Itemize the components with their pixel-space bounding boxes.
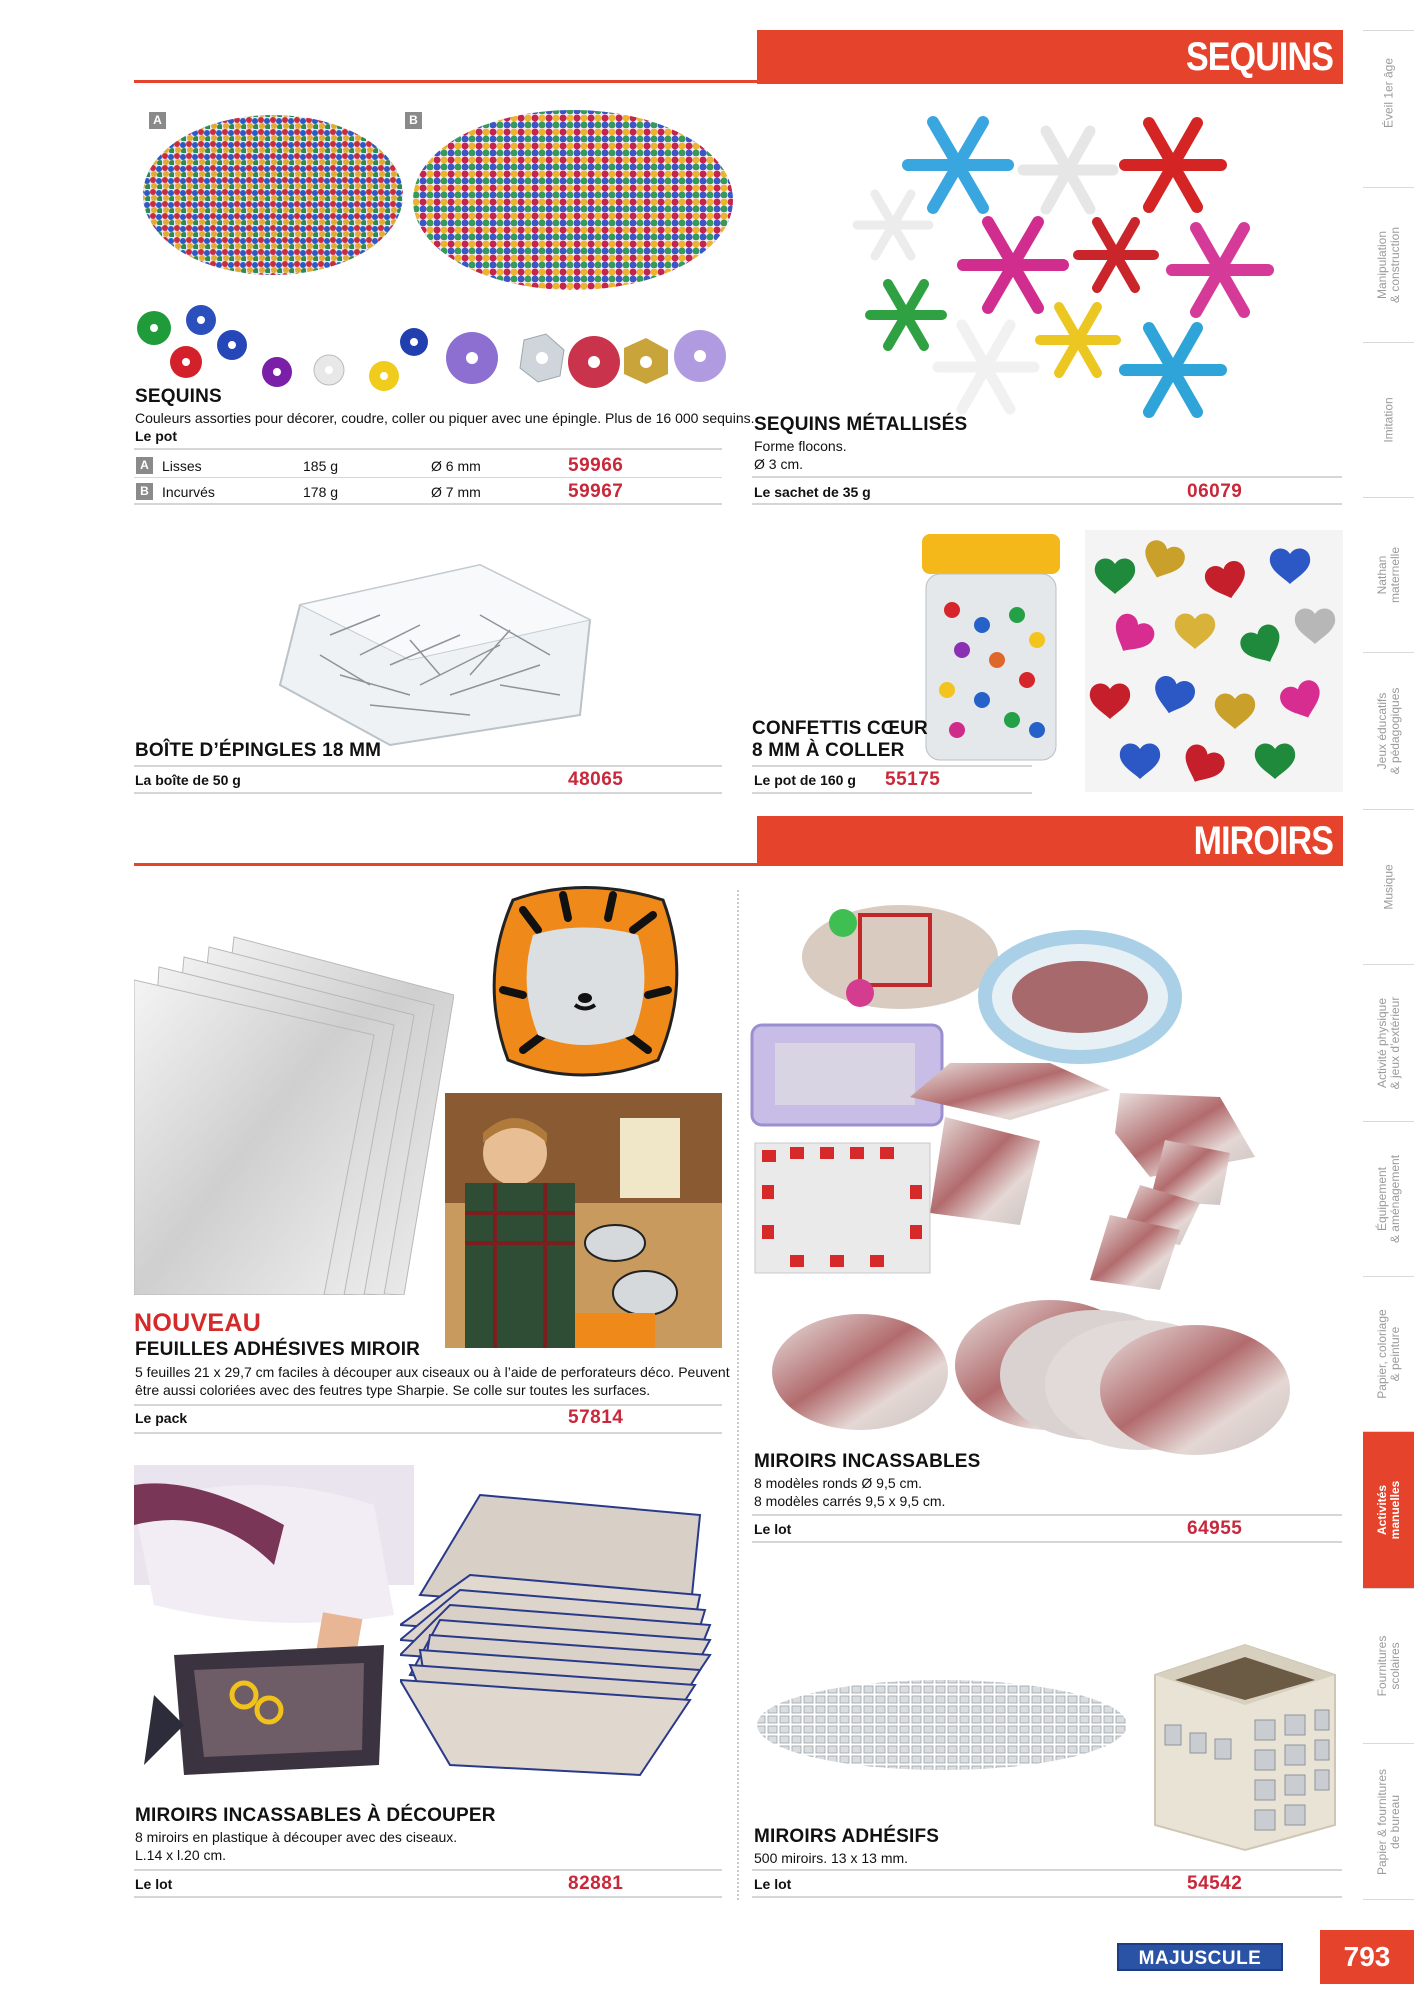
- sidebar-tab-label: Éveil 1er âge: [1381, 57, 1395, 129]
- sidebar-tab-label: Nathan maternelle: [1374, 546, 1402, 604]
- epingles-rule-top: [134, 765, 722, 767]
- feuilles-rule-top: [134, 1404, 722, 1406]
- sequins-description: Couleurs assorties pour décorer, coudre, coller ou piquer avec une épingle. Plus de 16 000 sequins.: [135, 410, 755, 426]
- sidebar-tab-label: Jeux éducatifs & pédagogiques: [1374, 687, 1402, 775]
- incassables-unit: Le lot: [754, 1521, 792, 1537]
- sidebar-tab-activite-physique[interactable]: [1363, 964, 1414, 1121]
- miroirs-section-header: [757, 816, 1343, 866]
- sidebar-tab-label: Imitation: [1381, 397, 1395, 443]
- metallises-line1: Forme flocons.: [754, 438, 847, 454]
- feuilles-rule-bottom: [134, 1432, 722, 1434]
- mirror-plates-stack-image: [400, 1485, 725, 1785]
- sidebar-tab-fournitures-scolaires[interactable]: [1363, 1588, 1414, 1743]
- sidebar-tab-activites-manuelles[interactable]: [1363, 1431, 1414, 1588]
- epingles-rule-bottom: [134, 792, 722, 794]
- feuilles-line1: 5 feuilles 21 x 29,7 cm faciles à découper aux ciseaux ou à l’aide de perforateurs déco. Peuvent: [135, 1364, 730, 1380]
- sequins-row-badge-a: A: [136, 457, 153, 474]
- mirror-tiles-image: [755, 1675, 1130, 1775]
- sidebar-tab-manipulation[interactable]: [1363, 187, 1414, 342]
- snowflake-sequins-image: [848, 105, 1278, 430]
- confettis-title-line2: 8 MM À COLLER: [752, 740, 905, 761]
- sequins-row-ref-b: 59967: [568, 481, 624, 502]
- feuilles-line2: être aussi coloriées avec des feutres type Sharpie. Se colle sur toutes les surfaces.: [135, 1382, 651, 1398]
- sidebar-tab-label: Fournitures scolaires: [1374, 1635, 1402, 1697]
- sequins-table-rule-mid: [134, 477, 722, 478]
- a-decouper-rule-bottom: [134, 1896, 722, 1898]
- epingles-title: BOÎTE D’ÉPINGLES 18 MM: [135, 740, 382, 761]
- unbreakable-mirrors-image: [750, 885, 1350, 1460]
- sequins-unit: Le pot: [135, 428, 177, 444]
- metallises-rule-top: [752, 476, 1342, 478]
- sidebar-tab-label: Musique: [1381, 864, 1395, 910]
- sequins-row-diameter-a: Ø 6 mm: [431, 458, 481, 474]
- sidebar-tab-label: Papier & fournitures de bureau: [1374, 1768, 1402, 1875]
- brand-logo: MAJUSCULE: [1117, 1943, 1283, 1971]
- sequins-row-weight-b: 178 g: [303, 484, 339, 500]
- a-decouper-unit: Le lot: [135, 1876, 173, 1892]
- sequins-header-text: SEQUINS: [1185, 35, 1333, 79]
- sidebar-tab-nathan[interactable]: [1363, 497, 1414, 652]
- sequins-badge-b: B: [405, 112, 422, 129]
- confettis-unit: Le pot de 160 g: [754, 772, 856, 788]
- metallises-rule-bottom: [752, 503, 1342, 505]
- sequins-row-diameter-b: Ø 7 mm: [431, 484, 481, 500]
- feuilles-ref: 57814: [568, 1407, 624, 1428]
- sidebar-tab-papier-coloriage[interactable]: [1363, 1276, 1414, 1431]
- sidebar-tab-eveil[interactable]: [1363, 30, 1414, 155]
- sequins-row-name-b: Incurvés: [162, 484, 215, 500]
- sidebar-tab-papier-bureau[interactable]: [1363, 1743, 1414, 1900]
- feuilles-unit: Le pack: [135, 1410, 188, 1426]
- sequins-a-image: [138, 105, 408, 315]
- boy-crafting-photo: [445, 1093, 722, 1348]
- sequins-table-rule-bottom: [134, 503, 722, 505]
- adhesifs-ref: 54542: [1187, 1873, 1243, 1894]
- incassables-rule-bottom: [752, 1541, 1342, 1543]
- sidebar-tab-imitation[interactable]: [1363, 342, 1414, 497]
- metallises-title: SEQUINS MÉTALLISÉS: [754, 414, 968, 435]
- feuilles-title: FEUILLES ADHÉSIVES MIROIR: [135, 1339, 421, 1360]
- sequins-title: SEQUINS: [135, 386, 222, 407]
- miroirs-section-rule: [134, 863, 757, 866]
- tiger-mirror-image: [483, 880, 688, 1085]
- heart-confetti-image: [1085, 530, 1343, 792]
- incassables-rule-top: [752, 1514, 1342, 1516]
- adhesifs-unit: Le lot: [754, 1876, 792, 1892]
- sidebar-tab-label: Manipulation & construction: [1374, 226, 1402, 304]
- confettis-rule-top: [752, 765, 1032, 767]
- miroirs-header-text: MIROIRS: [1193, 819, 1333, 863]
- sequins-row-weight-a: 185 g: [303, 458, 339, 474]
- metallises-ref: 06079: [1187, 481, 1243, 502]
- epingles-ref: 48065: [568, 769, 624, 790]
- sequins-section-rule: [134, 80, 757, 83]
- epingles-unit: La boîte de 50 g: [135, 772, 241, 788]
- feuilles-new-tag: NOUVEAU: [134, 1309, 262, 1337]
- sequins-row-ref-a: 59966: [568, 455, 624, 476]
- child-cutting-mirror-photo: [134, 1465, 414, 1780]
- sidebar-tab-musique[interactable]: [1363, 809, 1414, 964]
- sidebar-tab-label: Activité physique & jeux d’extérieur: [1374, 996, 1402, 1090]
- confetti-jar-image: [912, 530, 1070, 762]
- sequins-b-image: [405, 100, 735, 315]
- incassables-ref: 64955: [1187, 1518, 1243, 1539]
- loose-sequins-image: [134, 300, 734, 395]
- sidebar-tab-label: Équipement & aménagement: [1374, 1154, 1402, 1244]
- a-decouper-ref: 82881: [568, 1873, 624, 1894]
- metallises-line2: Ø 3 cm.: [754, 456, 804, 472]
- sequins-row-badge-b: B: [136, 483, 153, 500]
- a-decouper-line1: 8 miroirs en plastique à découper avec des ciseaux.: [135, 1829, 458, 1845]
- sequins-table-rule-top: [134, 448, 722, 450]
- incassables-line2: 8 modèles carrés 9,5 x 9,5 cm.: [754, 1493, 946, 1509]
- confettis-ref: 55175: [885, 769, 941, 790]
- sequins-section-header: [757, 30, 1343, 84]
- column-divider: [737, 890, 739, 1900]
- incassables-line1: 8 modèles ronds Ø 9,5 cm.: [754, 1475, 923, 1491]
- pin-box-image: [270, 545, 600, 750]
- a-decouper-rule-top: [134, 1869, 722, 1871]
- sequins-row-name-a: Lisses: [162, 458, 202, 474]
- metallises-unit: Le sachet de 35 g: [754, 484, 871, 500]
- adhesifs-line1: 500 miroirs. 13 x 13 mm.: [754, 1850, 909, 1866]
- incassables-title: MIROIRS INCASSABLES: [754, 1451, 981, 1472]
- adhesifs-rule-top: [752, 1869, 1342, 1871]
- sidebar-tab-label: Papier, coloriage & peinture: [1374, 1309, 1402, 1399]
- mirror-sheets-image: [134, 925, 454, 1295]
- sidebar-tab-equipement[interactable]: [1363, 1121, 1414, 1276]
- a-decouper-title: MIROIRS INCASSABLES À DÉCOUPER: [135, 1805, 496, 1826]
- page-number: 793: [1320, 1930, 1414, 1984]
- category-sidebar: [1363, 30, 1414, 1900]
- confettis-title-line1: CONFETTIS CŒUR: [752, 718, 928, 739]
- sequins-badge-a: A: [149, 112, 166, 129]
- sidebar-tab-label: Activités manuelles: [1374, 1480, 1402, 1540]
- confettis-rule-bottom: [752, 792, 1032, 794]
- adhesifs-rule-bottom: [752, 1896, 1342, 1898]
- mirror-cube-pot-image: [1135, 1635, 1345, 1855]
- sidebar-tab-jeux-educatifs[interactable]: [1363, 652, 1414, 809]
- a-decouper-line2: L.14 x l.20 cm.: [135, 1847, 227, 1863]
- adhesifs-title: MIROIRS ADHÉSIFS: [754, 1826, 940, 1847]
